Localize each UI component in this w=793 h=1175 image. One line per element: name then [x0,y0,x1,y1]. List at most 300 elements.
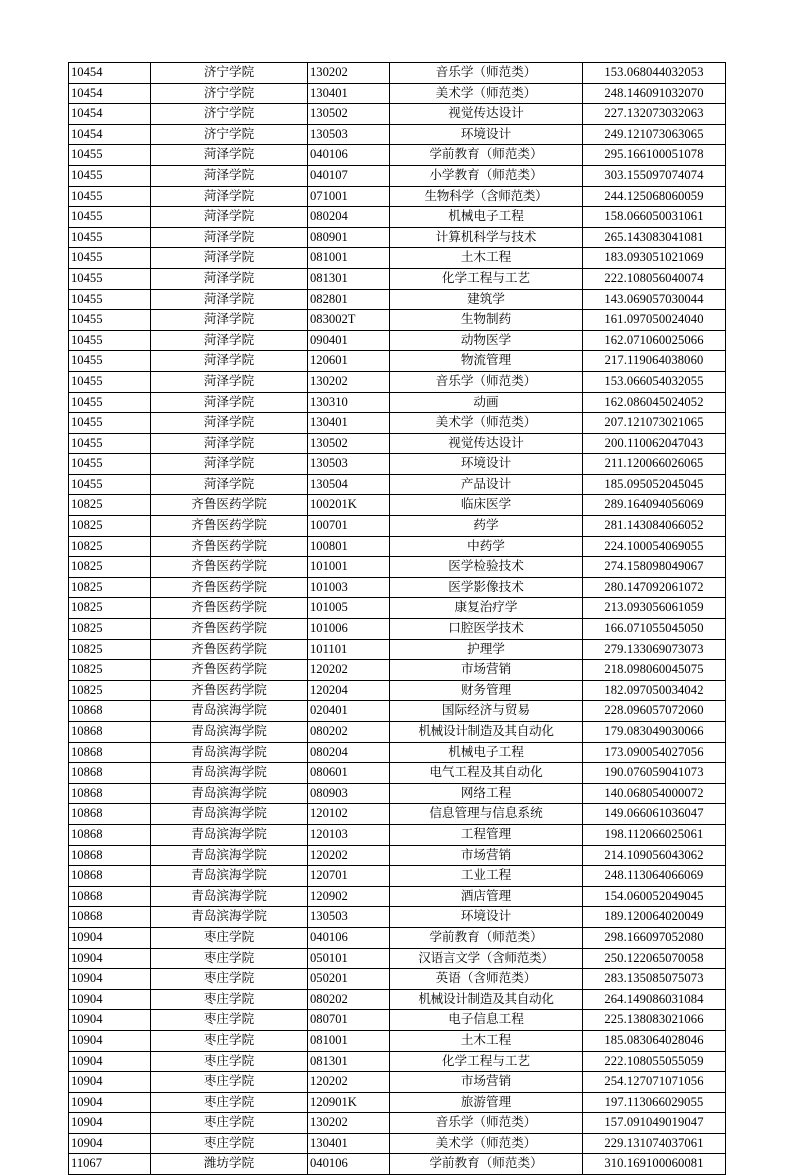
cell-score: 207.121073021065 [583,413,726,434]
table-row [69,783,726,804]
cell-major: 130310 [308,392,390,413]
cell-name: 工程管理 [390,824,583,845]
table-row [69,1051,726,1072]
table-row [69,495,726,516]
cell-score: 279.133069073073 [583,639,726,660]
cell-major: 130202 [308,1113,390,1134]
table-row [69,701,726,722]
cell-score: 265.143083041081 [583,227,726,248]
table-row [69,516,726,537]
cell-major: 130401 [308,413,390,434]
cell-major: 130502 [308,104,390,125]
cell-score: 166.071055045050 [583,619,726,640]
cell-score: 182.097050034042 [583,680,726,701]
cell-school: 青岛滨海学院 [151,866,308,887]
cell-school: 齐鲁医药学院 [151,619,308,640]
cell-school: 济宁学院 [151,63,308,84]
cell-score: 248.146091032070 [583,83,726,104]
cell-code: 10904 [69,948,151,969]
cell-school: 青岛滨海学院 [151,804,308,825]
cell-score: 295.166100051078 [583,145,726,166]
cell-school: 菏泽学院 [151,413,308,434]
cell-major: 120202 [308,660,390,681]
cell-major: 130502 [308,433,390,454]
cell-code: 10904 [69,1072,151,1093]
cell-school: 枣庄学院 [151,969,308,990]
cell-score: 143.069057030044 [583,289,726,310]
cell-code: 10454 [69,83,151,104]
cell-code: 10455 [69,392,151,413]
cell-major: 120901K [308,1092,390,1113]
cell-code: 10825 [69,660,151,681]
table-row [69,763,726,784]
table-row [69,1092,726,1113]
cell-school: 青岛滨海学院 [151,742,308,763]
table-row [69,824,726,845]
cell-code: 10455 [69,330,151,351]
table-row [69,948,726,969]
cell-name: 学前教育（师范类） [390,927,583,948]
cell-code: 10904 [69,1133,151,1154]
cell-score: 283.135085075073 [583,969,726,990]
admission-score-table [68,62,726,1175]
cell-score: 189.120064020049 [583,907,726,928]
cell-name: 美术学（师范类） [390,83,583,104]
cell-major: 081001 [308,1030,390,1051]
cell-name: 市场营销 [390,845,583,866]
cell-code: 10868 [69,824,151,845]
cell-school: 菏泽学院 [151,351,308,372]
cell-major: 080202 [308,722,390,743]
cell-code: 10455 [69,145,151,166]
cell-name: 化学工程与工艺 [390,1051,583,1072]
cell-code: 10868 [69,907,151,928]
table-row [69,886,726,907]
cell-name: 环境设计 [390,124,583,145]
cell-name: 市场营销 [390,660,583,681]
cell-code: 10868 [69,783,151,804]
cell-major: 101003 [308,577,390,598]
table-row [69,680,726,701]
table-row [69,536,726,557]
cell-score: 140.068054000072 [583,783,726,804]
table-row [69,619,726,640]
table-row [69,207,726,228]
table-row [69,248,726,269]
cell-score: 222.108055055059 [583,1051,726,1072]
cell-school: 枣庄学院 [151,1072,308,1093]
cell-major: 083002T [308,310,390,331]
cell-major: 081301 [308,268,390,289]
cell-name: 动物医学 [390,330,583,351]
table-row [69,927,726,948]
cell-major: 071001 [308,186,390,207]
cell-code: 10904 [69,989,151,1010]
cell-major: 020401 [308,701,390,722]
cell-major: 100201K [308,495,390,516]
cell-score: 303.155097074074 [583,165,726,186]
cell-score: 254.127071071056 [583,1072,726,1093]
cell-score: 200.110062047043 [583,433,726,454]
table-row [69,845,726,866]
cell-code: 10825 [69,619,151,640]
cell-code: 10455 [69,454,151,475]
cell-name: 学前教育（师范类） [390,145,583,166]
cell-name: 医学影像技术 [390,577,583,598]
cell-score: 162.086045024052 [583,392,726,413]
cell-code: 10868 [69,866,151,887]
cell-code: 10904 [69,969,151,990]
cell-school: 枣庄学院 [151,1051,308,1072]
cell-name: 汉语言文学（含师范类） [390,948,583,969]
table-row [69,969,726,990]
cell-name: 化学工程与工艺 [390,268,583,289]
cell-major: 120902 [308,886,390,907]
cell-code: 10825 [69,557,151,578]
cell-major: 120103 [308,824,390,845]
cell-name: 音乐学（师范类） [390,371,583,392]
cell-school: 菏泽学院 [151,330,308,351]
cell-major: 081001 [308,248,390,269]
cell-school: 菏泽学院 [151,207,308,228]
cell-major: 130401 [308,83,390,104]
cell-score: 228.096057072060 [583,701,726,722]
table-row [69,1154,726,1175]
cell-score: 183.093051021069 [583,248,726,269]
cell-code: 10868 [69,763,151,784]
cell-score: 227.132073032063 [583,104,726,125]
cell-name: 计算机科学与技术 [390,227,583,248]
cell-major: 101001 [308,557,390,578]
cell-name: 土木工程 [390,248,583,269]
cell-name: 工业工程 [390,866,583,887]
cell-code: 10904 [69,1113,151,1134]
cell-school: 菏泽学院 [151,248,308,269]
cell-school: 齐鲁医药学院 [151,598,308,619]
cell-name: 机械电子工程 [390,742,583,763]
cell-school: 枣庄学院 [151,948,308,969]
cell-major: 050101 [308,948,390,969]
cell-school: 青岛滨海学院 [151,886,308,907]
table-row [69,474,726,495]
cell-major: 130504 [308,474,390,495]
cell-school: 青岛滨海学院 [151,722,308,743]
cell-code: 10455 [69,474,151,495]
cell-score: 173.090054027056 [583,742,726,763]
cell-code: 10455 [69,227,151,248]
cell-school: 枣庄学院 [151,1010,308,1031]
cell-major: 040106 [308,145,390,166]
cell-code: 10868 [69,742,151,763]
cell-name: 环境设计 [390,454,583,475]
cell-code: 10825 [69,516,151,537]
cell-code: 10868 [69,701,151,722]
cell-major: 130503 [308,454,390,475]
table-row [69,1113,726,1134]
cell-major: 100701 [308,516,390,537]
cell-score: 214.109056043062 [583,845,726,866]
cell-score: 224.100054069055 [583,536,726,557]
cell-score: 179.083049030066 [583,722,726,743]
cell-score: 248.113064066069 [583,866,726,887]
cell-major: 120701 [308,866,390,887]
cell-code: 10455 [69,289,151,310]
cell-major: 040106 [308,927,390,948]
cell-name: 临床医学 [390,495,583,516]
cell-school: 菏泽学院 [151,454,308,475]
cell-score: 281.143084066052 [583,516,726,537]
table-row [69,907,726,928]
cell-code: 10455 [69,207,151,228]
cell-major: 080601 [308,763,390,784]
cell-score: 225.138083021066 [583,1010,726,1031]
table-row [69,866,726,887]
cell-name: 美术学（师范类） [390,1133,583,1154]
cell-score: 218.098060045075 [583,660,726,681]
cell-name: 信息管理与信息系统 [390,804,583,825]
cell-name: 学前教育（师范类） [390,1154,583,1175]
cell-major: 080701 [308,1010,390,1031]
cell-major: 120601 [308,351,390,372]
cell-major: 130202 [308,63,390,84]
cell-major: 080202 [308,989,390,1010]
cell-school: 齐鲁医药学院 [151,660,308,681]
cell-code: 10455 [69,268,151,289]
table-row [69,268,726,289]
cell-name: 网络工程 [390,783,583,804]
cell-code: 10454 [69,124,151,145]
table-row [69,186,726,207]
table-row [69,1133,726,1154]
cell-name: 电气工程及其自动化 [390,763,583,784]
cell-major: 130202 [308,371,390,392]
cell-score: 161.097050024040 [583,310,726,331]
cell-school: 枣庄学院 [151,1113,308,1134]
cell-major: 040107 [308,165,390,186]
cell-code: 10455 [69,433,151,454]
cell-school: 枣庄学院 [151,1133,308,1154]
cell-school: 齐鲁医药学院 [151,577,308,598]
cell-score: 190.076059041073 [583,763,726,784]
cell-school: 齐鲁医药学院 [151,557,308,578]
cell-name: 中药学 [390,536,583,557]
cell-major: 080903 [308,783,390,804]
cell-name: 电子信息工程 [390,1010,583,1031]
cell-major: 101101 [308,639,390,660]
cell-code: 10455 [69,310,151,331]
table-row [69,330,726,351]
cell-score: 264.149086031084 [583,989,726,1010]
cell-name: 产品设计 [390,474,583,495]
cell-score: 249.121073063065 [583,124,726,145]
table-row [69,289,726,310]
cell-code: 10868 [69,886,151,907]
cell-code: 10455 [69,371,151,392]
cell-major: 100801 [308,536,390,557]
cell-name: 英语（含师范类） [390,969,583,990]
table-row [69,83,726,104]
cell-major: 130503 [308,124,390,145]
cell-code: 10455 [69,413,151,434]
cell-code: 10868 [69,722,151,743]
table-row [69,557,726,578]
cell-major: 050201 [308,969,390,990]
cell-major: 101005 [308,598,390,619]
table-row [69,392,726,413]
table-row [69,124,726,145]
cell-score: 198.112066025061 [583,824,726,845]
table-row [69,145,726,166]
table-row [69,351,726,372]
table-body [69,63,726,1175]
table-row [69,722,726,743]
cell-code: 10825 [69,536,151,557]
cell-school: 枣庄学院 [151,927,308,948]
table-row [69,1030,726,1051]
table-row [69,577,726,598]
cell-name: 旅游管理 [390,1092,583,1113]
cell-school: 济宁学院 [151,104,308,125]
cell-name: 物流管理 [390,351,583,372]
cell-school: 菏泽学院 [151,474,308,495]
cell-code: 10825 [69,495,151,516]
table-row [69,804,726,825]
cell-code: 10904 [69,1092,151,1113]
cell-code: 10455 [69,186,151,207]
cell-school: 潍坊学院 [151,1154,308,1175]
cell-code: 10868 [69,804,151,825]
cell-school: 菏泽学院 [151,371,308,392]
cell-school: 齐鲁医药学院 [151,516,308,537]
cell-score: 197.113066029055 [583,1092,726,1113]
cell-code: 10454 [69,63,151,84]
table-row [69,165,726,186]
cell-name: 视觉传达设计 [390,104,583,125]
cell-major: 101006 [308,619,390,640]
cell-school: 枣庄学院 [151,1030,308,1051]
cell-school: 济宁学院 [151,83,308,104]
cell-code: 10455 [69,248,151,269]
cell-school: 枣庄学院 [151,989,308,1010]
cell-school: 菏泽学院 [151,433,308,454]
cell-name: 土木工程 [390,1030,583,1051]
cell-name: 口腔医学技术 [390,619,583,640]
cell-score: 162.071060025066 [583,330,726,351]
cell-score: 280.147092061072 [583,577,726,598]
cell-major: 130503 [308,907,390,928]
table-row [69,598,726,619]
cell-name: 小学教育（师范类） [390,165,583,186]
cell-score: 158.066050031061 [583,207,726,228]
cell-code: 10825 [69,577,151,598]
table-row [69,989,726,1010]
cell-school: 齐鲁医药学院 [151,495,308,516]
cell-school: 菏泽学院 [151,145,308,166]
cell-name: 音乐学（师范类） [390,63,583,84]
table-row [69,454,726,475]
cell-code: 10868 [69,845,151,866]
cell-name: 美术学（师范类） [390,413,583,434]
cell-score: 222.108056040074 [583,268,726,289]
cell-major: 130401 [308,1133,390,1154]
cell-major: 081301 [308,1051,390,1072]
cell-name: 康复治疗学 [390,598,583,619]
cell-name: 酒店管理 [390,886,583,907]
cell-school: 济宁学院 [151,124,308,145]
cell-score: 250.122065070058 [583,948,726,969]
cell-major: 080204 [308,207,390,228]
cell-score: 153.066054032055 [583,371,726,392]
cell-school: 菏泽学院 [151,310,308,331]
cell-name: 机械设计制造及其自动化 [390,989,583,1010]
cell-score: 310.169100060081 [583,1154,726,1175]
cell-major: 120202 [308,845,390,866]
cell-score: 185.095052045045 [583,474,726,495]
cell-name: 环境设计 [390,907,583,928]
cell-school: 青岛滨海学院 [151,824,308,845]
cell-school: 枣庄学院 [151,1092,308,1113]
cell-major: 120102 [308,804,390,825]
cell-code: 10825 [69,680,151,701]
cell-score: 217.119064038060 [583,351,726,372]
cell-code: 10455 [69,165,151,186]
cell-score: 149.066061036047 [583,804,726,825]
table-row [69,310,726,331]
cell-score: 213.093056061059 [583,598,726,619]
cell-major: 040106 [308,1154,390,1175]
cell-school: 青岛滨海学院 [151,701,308,722]
cell-name: 动画 [390,392,583,413]
cell-school: 青岛滨海学院 [151,907,308,928]
cell-name: 机械设计制造及其自动化 [390,722,583,743]
cell-score: 153.068044032053 [583,63,726,84]
cell-school: 菏泽学院 [151,392,308,413]
cell-school: 齐鲁医药学院 [151,536,308,557]
cell-school: 青岛滨海学院 [151,763,308,784]
cell-code: 10904 [69,927,151,948]
cell-name: 医学检验技术 [390,557,583,578]
cell-score: 211.120066026065 [583,454,726,475]
cell-name: 国际经济与贸易 [390,701,583,722]
cell-school: 菏泽学院 [151,268,308,289]
cell-school: 菏泽学院 [151,186,308,207]
cell-major: 120204 [308,680,390,701]
cell-score: 154.060052049045 [583,886,726,907]
cell-name: 市场营销 [390,1072,583,1093]
cell-code: 10454 [69,104,151,125]
cell-score: 274.158098049067 [583,557,726,578]
cell-major: 120202 [308,1072,390,1093]
cell-score: 229.131074037061 [583,1133,726,1154]
cell-name: 机械电子工程 [390,207,583,228]
cell-school: 菏泽学院 [151,165,308,186]
cell-name: 视觉传达设计 [390,433,583,454]
cell-name: 财务管理 [390,680,583,701]
cell-major: 080901 [308,227,390,248]
cell-score: 185.083064028046 [583,1030,726,1051]
cell-school: 菏泽学院 [151,289,308,310]
cell-code: 10904 [69,1030,151,1051]
cell-score: 289.164094056069 [583,495,726,516]
table-row [69,413,726,434]
table-row [69,104,726,125]
cell-school: 菏泽学院 [151,227,308,248]
cell-code: 10825 [69,598,151,619]
cell-code: 11067 [69,1154,151,1175]
cell-name: 生物科学（含师范类） [390,186,583,207]
table-row [69,227,726,248]
cell-major: 080204 [308,742,390,763]
